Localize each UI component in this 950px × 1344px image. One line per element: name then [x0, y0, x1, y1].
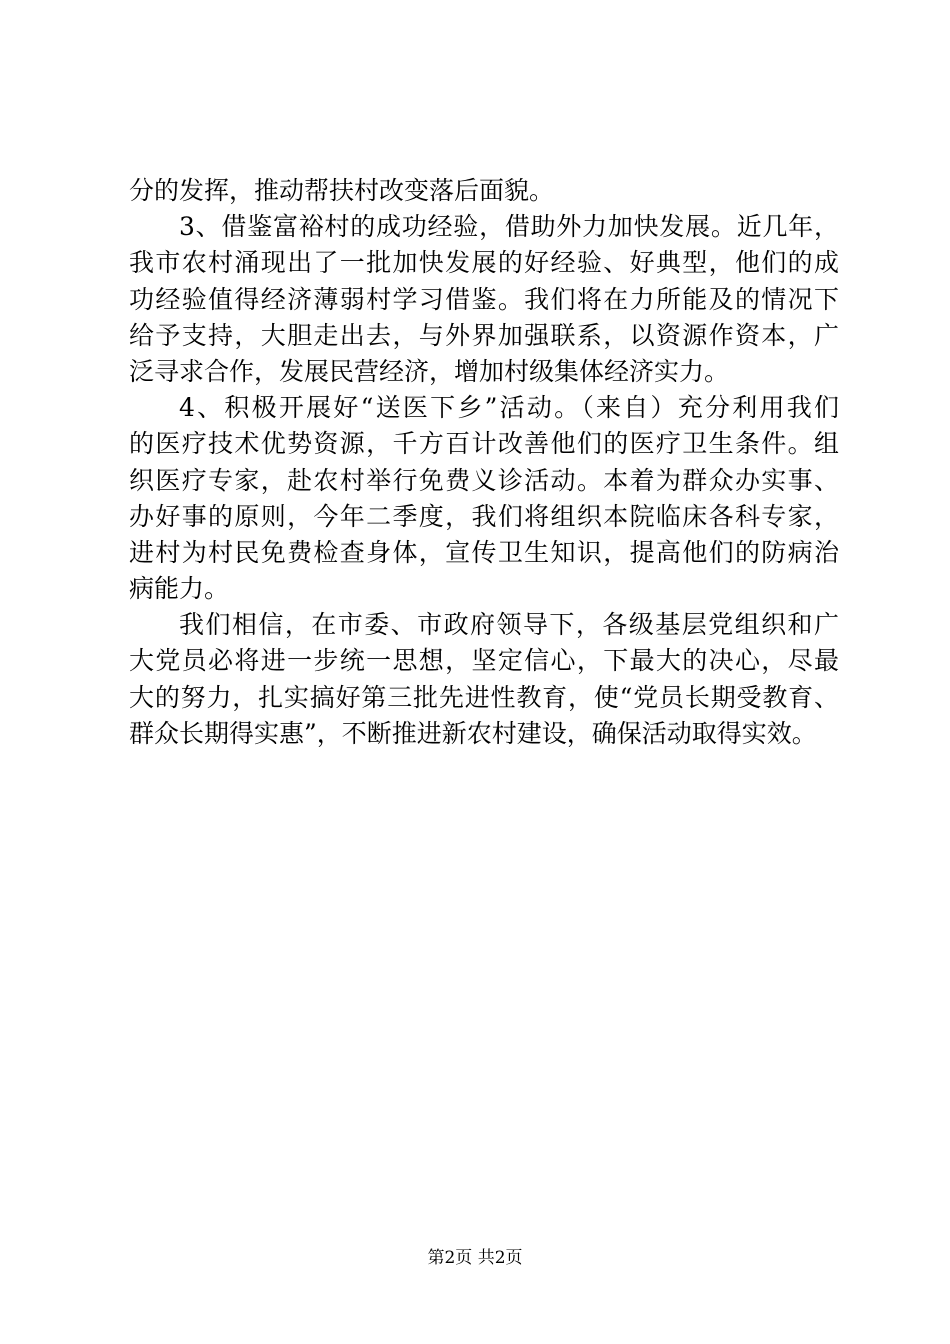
text-line: 大的努力，扎实搞好第三批先进性教育，使“党员长期受教育、	[129, 682, 839, 712]
paragraph	[129, 209, 839, 390]
text-line: 病能力。	[129, 574, 230, 604]
text-line: 群众长期得实惠”，不断推进新农村建设，确保活动取得实效。	[129, 718, 817, 748]
text-line: 的医疗技术优势资源，千方百计改善他们的医疗卫生条件。组	[129, 429, 839, 459]
document-body	[129, 173, 839, 752]
text-line: 进村为村民免费检查身体，宣传卫生知识，提高他们的防病治	[129, 537, 839, 567]
text-line: 办好事的原则，今年二季度，我们将组织本院临床各科专家，	[129, 501, 839, 531]
text-line: 分的发挥，推动帮扶村改变落后面貌。	[129, 176, 555, 205]
paragraph	[129, 607, 839, 752]
paragraph	[129, 390, 839, 607]
text-line: 大党员必将进一步统一思想，坚定信心，下最大的决心，尽最	[129, 646, 839, 676]
text-line: 泛寻求合作，发展民营经济，增加村级集体经济实力。	[129, 356, 730, 386]
text-line: 我们相信，在市委、市政府领导下，各级基层党组织和广	[179, 610, 839, 640]
page-number-footer: 第2页 共2页	[427, 1248, 523, 1268]
paragraph	[129, 173, 839, 209]
text-line: 织医疗专家，赴农村举行免费义诊活动。本着为群众办实事、	[129, 465, 839, 495]
text-line: 3、借鉴富裕村的成功经验，借助外力加快发展。近几年，	[179, 212, 839, 242]
text-line: 功经验值得经济薄弱村学习借鉴。我们将在力所能及的情况下	[129, 284, 839, 314]
text-line: 给予支持，大胆走出去，与外界加强联系，以资源作资本，广	[129, 320, 839, 350]
text-line: 4、积极开展好“送医下乡”活动。（来自）充分利用我们	[179, 393, 839, 423]
text-line: 我市农村涌现出了一批加快发展的好经验、好典型，他们的成	[129, 248, 839, 278]
